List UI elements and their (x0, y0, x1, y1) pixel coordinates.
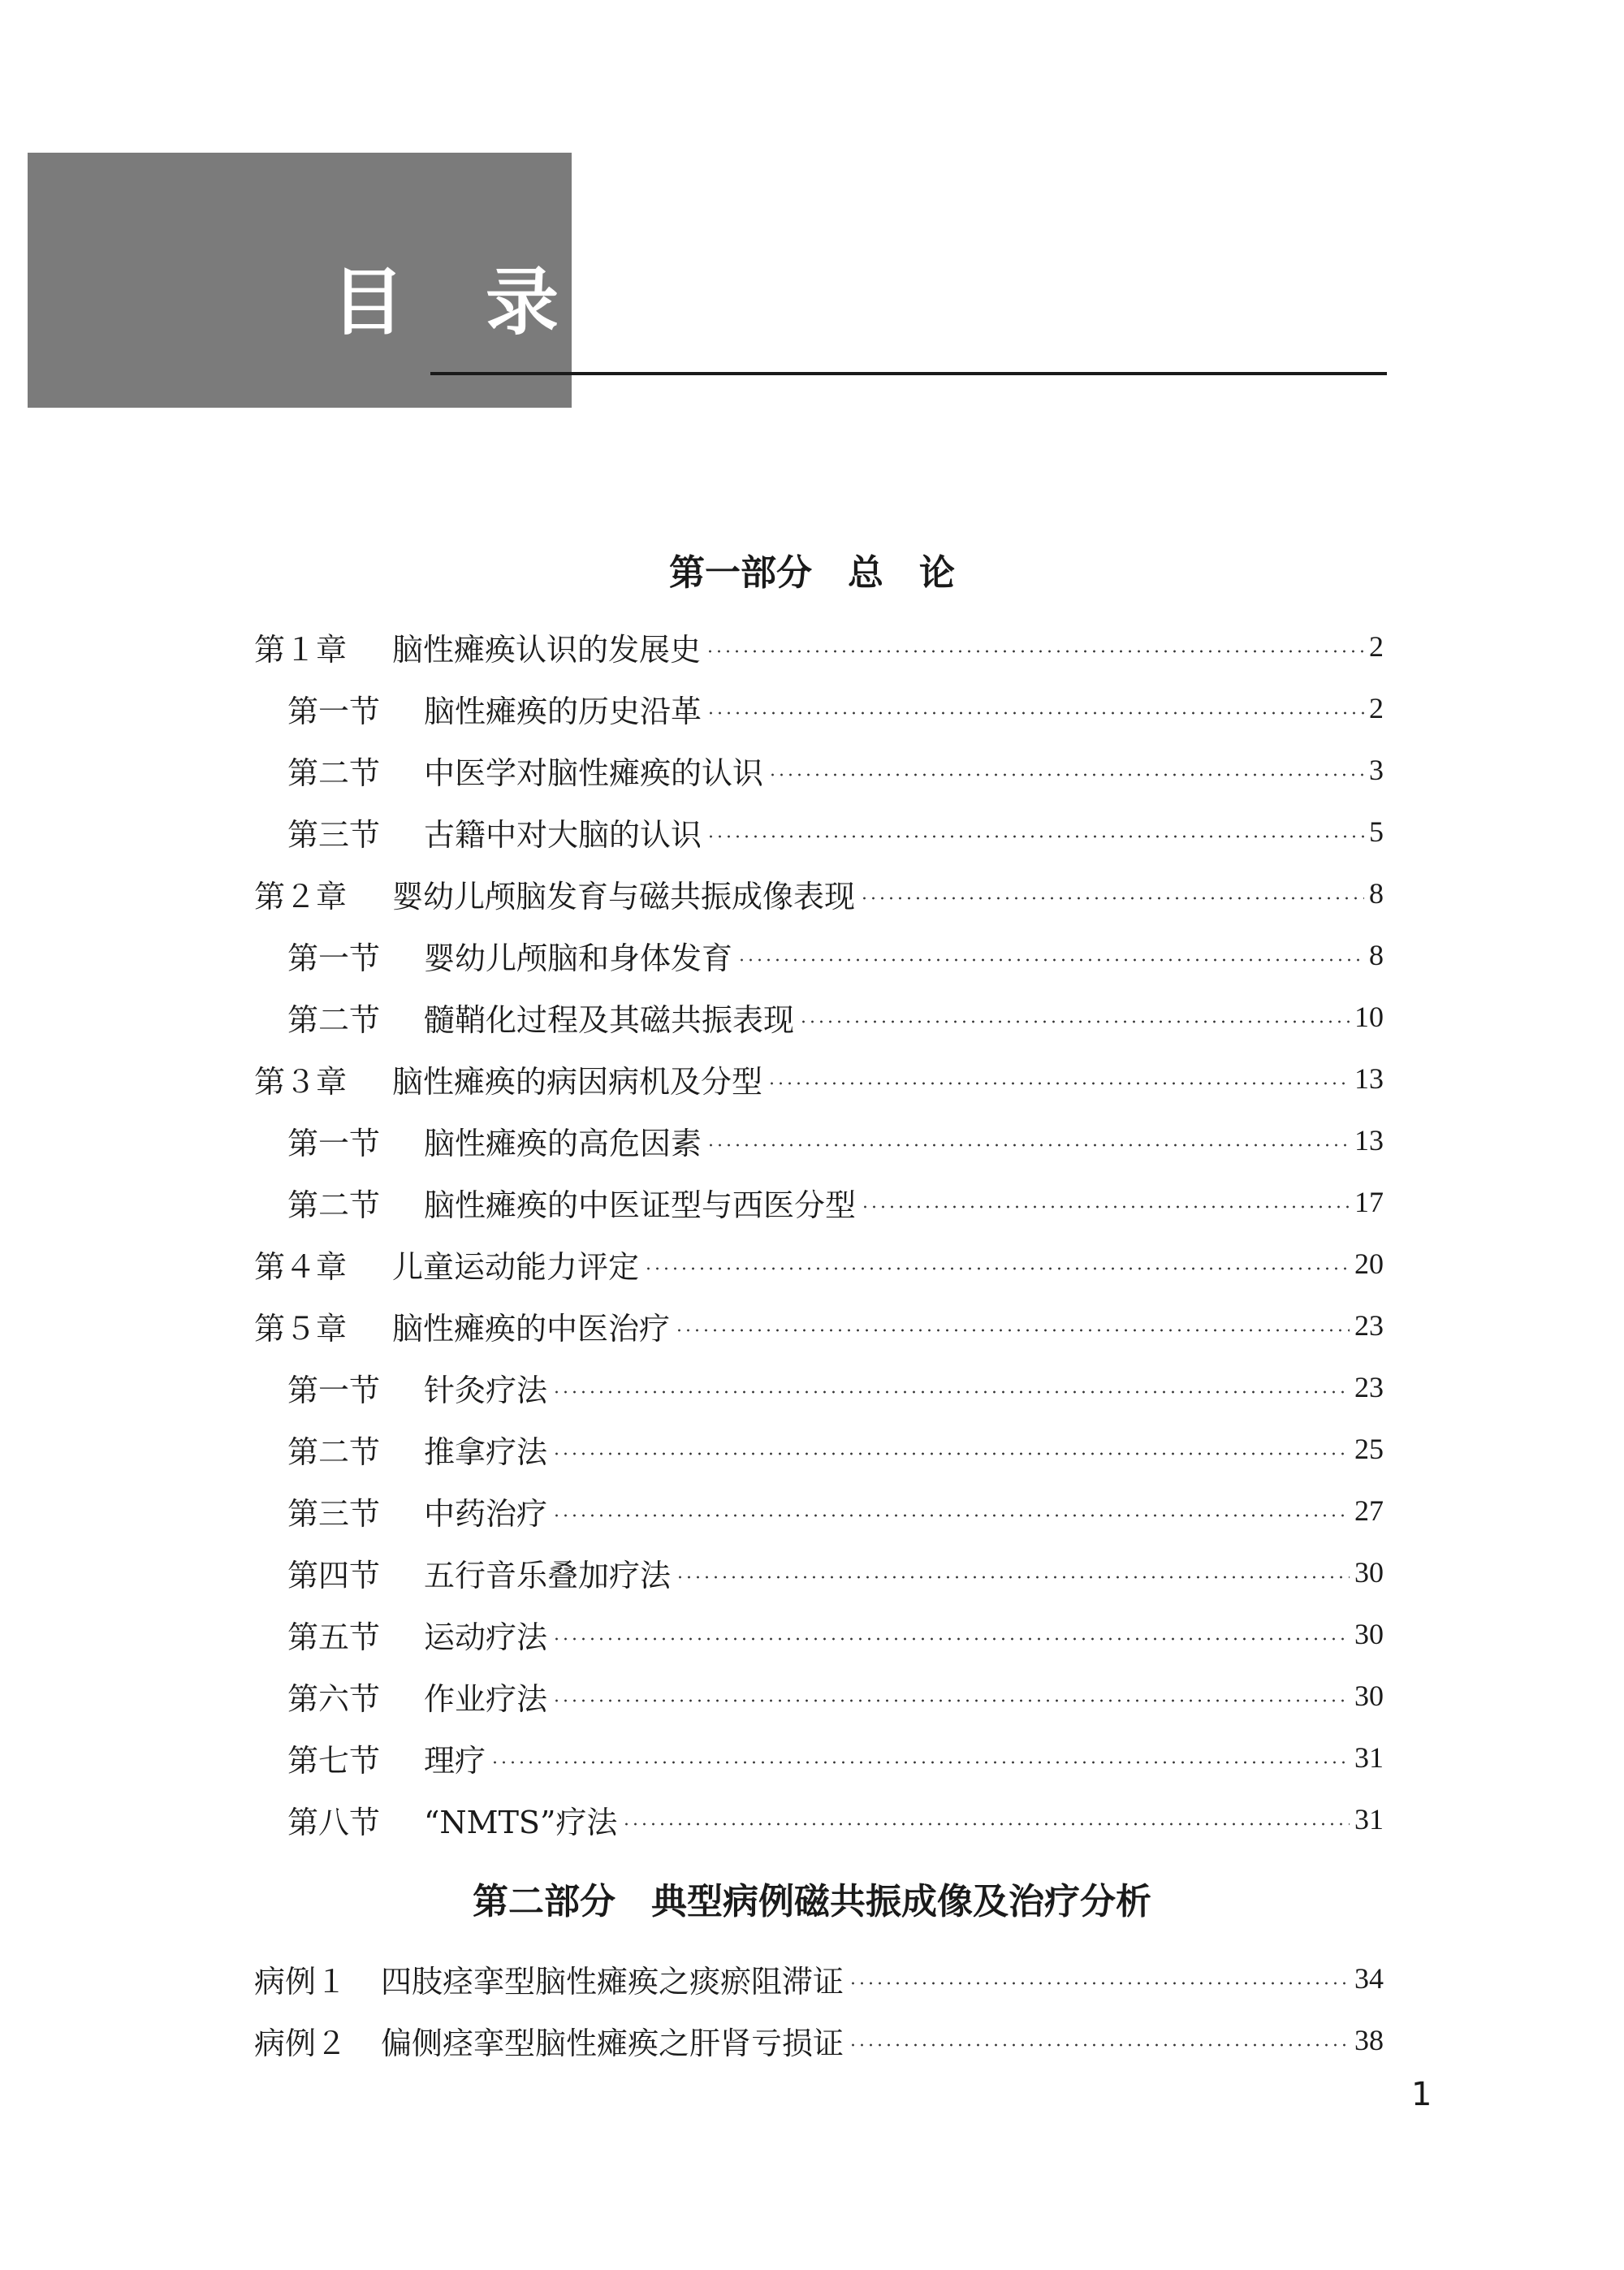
toc-entry-page: 13 (1354, 1062, 1384, 1095)
toc-section-entry[interactable] (287, 1363, 1384, 1412)
toc-entry-label: 第５章 (254, 1310, 348, 1347)
toc-entry-title: 儿童运动能力评定 (392, 1248, 640, 1285)
toc-entry-label: 第四节 (287, 1557, 381, 1593)
toc-section-entry[interactable] (287, 807, 1384, 856)
dot-leader (861, 1205, 1350, 1209)
toc-entry-label: 第一节 (287, 1125, 381, 1161)
toc-entry-label: 第八节 (287, 1804, 381, 1840)
toc-entry-label: 第二节 (287, 755, 381, 791)
dot-leader (552, 1514, 1350, 1517)
dot-leader (799, 1020, 1350, 1023)
toc-section-entry[interactable] (287, 1486, 1384, 1535)
toc-entry-label: 第４章 (254, 1248, 348, 1285)
page-number: 1 (1411, 2076, 1432, 2113)
dot-leader (644, 1267, 1350, 1270)
toc-entry-title: 古籍中对大脑的认识 (424, 816, 702, 853)
toc-entry-label: 第一节 (287, 693, 381, 729)
toc-entry-page: 25 (1354, 1433, 1384, 1465)
part2-heading: 第二部分 典型病例磁共振成像及治疗分析 (473, 1881, 1151, 1922)
toc-entry-title: 脑性瘫痪认识的发展史 (392, 631, 702, 668)
toc-entry-page: 17 (1354, 1186, 1384, 1218)
toc-section-entry[interactable] (287, 1733, 1384, 1782)
toc-entry-page: 30 (1354, 1680, 1384, 1712)
toc-entry-label: 第二节 (287, 1001, 381, 1038)
toc-entry-title: 婴幼儿颅脑和身体发育 (424, 940, 733, 976)
toc-chapter-entry[interactable] (254, 1239, 1384, 1288)
toc-entry-label: 病例１ (254, 1963, 348, 2000)
toc-entry-label: 第七节 (287, 1742, 381, 1779)
toc-chapter-entry[interactable] (254, 869, 1384, 918)
dot-leader (622, 1822, 1350, 1826)
dot-leader (552, 1699, 1350, 1702)
toc-section-entry[interactable] (287, 1671, 1384, 1720)
dot-leader (706, 1144, 1350, 1147)
toc-entry-title: 理疗 (424, 1742, 486, 1779)
toc-entry-label: 第１章 (254, 631, 348, 668)
toc-entry-label: 第三节 (287, 816, 381, 853)
toc-entry-label: 第五节 (287, 1619, 381, 1655)
toc-entry-page: 27 (1354, 1494, 1384, 1527)
toc-entry-title: 婴幼儿颅脑发育与磁共振成像表现 (392, 878, 856, 914)
toc-entry-page: 3 (1369, 754, 1384, 786)
toc-entry-page: 30 (1354, 1618, 1384, 1650)
toc-entry-page: 31 (1354, 1803, 1384, 1835)
toc-entry-label: 病例２ (254, 2025, 348, 2061)
toc-entry-label: 第一节 (287, 940, 381, 976)
toc-section-entry[interactable] (287, 1610, 1384, 1658)
toc-entry-page: 8 (1369, 939, 1384, 971)
dot-leader (767, 1082, 1350, 1085)
toc-entry-title: 髓鞘化过程及其磁共振表现 (424, 1001, 795, 1038)
toc-entry-title: 针灸疗法 (424, 1372, 548, 1408)
toc-section-entry[interactable] (287, 931, 1384, 979)
toc-entry-page: 8 (1369, 877, 1384, 910)
toc-entry-page: 2 (1369, 692, 1384, 724)
toc-entry-page: 23 (1354, 1371, 1384, 1403)
toc-entry-title: “NMTS”疗法 (424, 1804, 618, 1840)
dot-leader (552, 1390, 1350, 1394)
dot-leader (737, 958, 1364, 962)
dot-leader (706, 650, 1364, 653)
toc-entry-title: 偏侧痉挛型脑性瘫痪之肝肾亏损证 (381, 2025, 844, 2061)
toc-entry-label: 第３章 (254, 1063, 348, 1100)
page-title: 目录 (331, 260, 640, 345)
toc-entry-label: 第二节 (287, 1187, 381, 1223)
toc-entry-label: 第六节 (287, 1680, 381, 1717)
toc-section-entry[interactable] (287, 1548, 1384, 1597)
dot-leader (552, 1452, 1350, 1455)
toc-entry-page: 34 (1354, 1962, 1384, 1995)
toc-entry-page: 20 (1354, 1247, 1384, 1280)
toc-chapter-entry[interactable] (254, 1054, 1384, 1103)
toc-entry-label: 第二节 (287, 1433, 381, 1470)
toc-entry-title: 脑性瘫痪的病因病机及分型 (392, 1063, 763, 1100)
dot-leader (706, 711, 1364, 715)
part1-heading: 第一部分 总 论 (669, 552, 955, 594)
toc-section-entry[interactable] (287, 1425, 1384, 1473)
toc-section-entry[interactable] (287, 684, 1384, 733)
toc-entry-title: 作业疗法 (424, 1680, 548, 1717)
toc-case-entry[interactable] (254, 1954, 1384, 2003)
toc-entry-page: 2 (1369, 630, 1384, 663)
toc-entry-page: 31 (1354, 1741, 1384, 1774)
toc-entry-title: 脑性瘫痪的中医治疗 (392, 1310, 671, 1347)
title-underline (430, 372, 1387, 375)
toc-chapter-entry[interactable] (254, 622, 1384, 671)
toc-entry-page: 23 (1354, 1309, 1384, 1342)
dot-leader (768, 773, 1364, 776)
toc-section-entry[interactable] (287, 1116, 1384, 1165)
toc-entry-label: 第一节 (287, 1372, 381, 1408)
toc-entry-page: 38 (1354, 2024, 1384, 2056)
dot-leader (676, 1576, 1350, 1579)
toc-chapter-entry[interactable] (254, 1301, 1384, 1350)
toc-entry-title: 运动疗法 (424, 1619, 548, 1655)
toc-entry-title: 脑性瘫痪的高危因素 (424, 1125, 702, 1161)
toc-entry-label: 第２章 (254, 878, 348, 914)
toc-entry-title: 中药治疗 (424, 1495, 548, 1532)
toc-section-entry[interactable] (287, 746, 1384, 794)
toc-entry-title: 脑性瘫痪的中医证型与西医分型 (424, 1187, 857, 1223)
toc-entry-title: 推拿疗法 (424, 1433, 548, 1470)
toc-entry-page: 30 (1354, 1556, 1384, 1589)
toc-entry-title: 中医学对脑性瘫痪的认识 (424, 755, 764, 791)
toc-entry-title: 脑性瘫痪的历史沿革 (424, 693, 702, 729)
toc-entry-title: 五行音乐叠加疗法 (424, 1557, 672, 1593)
dot-leader (860, 897, 1364, 900)
toc-entry-page: 13 (1354, 1124, 1384, 1157)
toc-section-entry[interactable] (287, 1178, 1384, 1226)
toc-entry-title: 四肢痉挛型脑性瘫痪之痰瘀阻滞证 (381, 1963, 844, 2000)
dot-leader (675, 1329, 1350, 1332)
toc-entry-label: 第三节 (287, 1495, 381, 1532)
toc-case-entry[interactable] (254, 2016, 1384, 2065)
dot-leader (849, 2043, 1350, 2047)
toc-entry-page: 5 (1369, 815, 1384, 848)
toc-section-entry[interactable] (287, 1795, 1384, 1844)
toc-entry-page: 10 (1354, 1001, 1384, 1033)
dot-leader (849, 1982, 1350, 1985)
toc-section-entry[interactable] (287, 992, 1384, 1041)
dot-leader (706, 835, 1364, 838)
dot-leader (490, 1761, 1350, 1764)
dot-leader (552, 1637, 1350, 1641)
